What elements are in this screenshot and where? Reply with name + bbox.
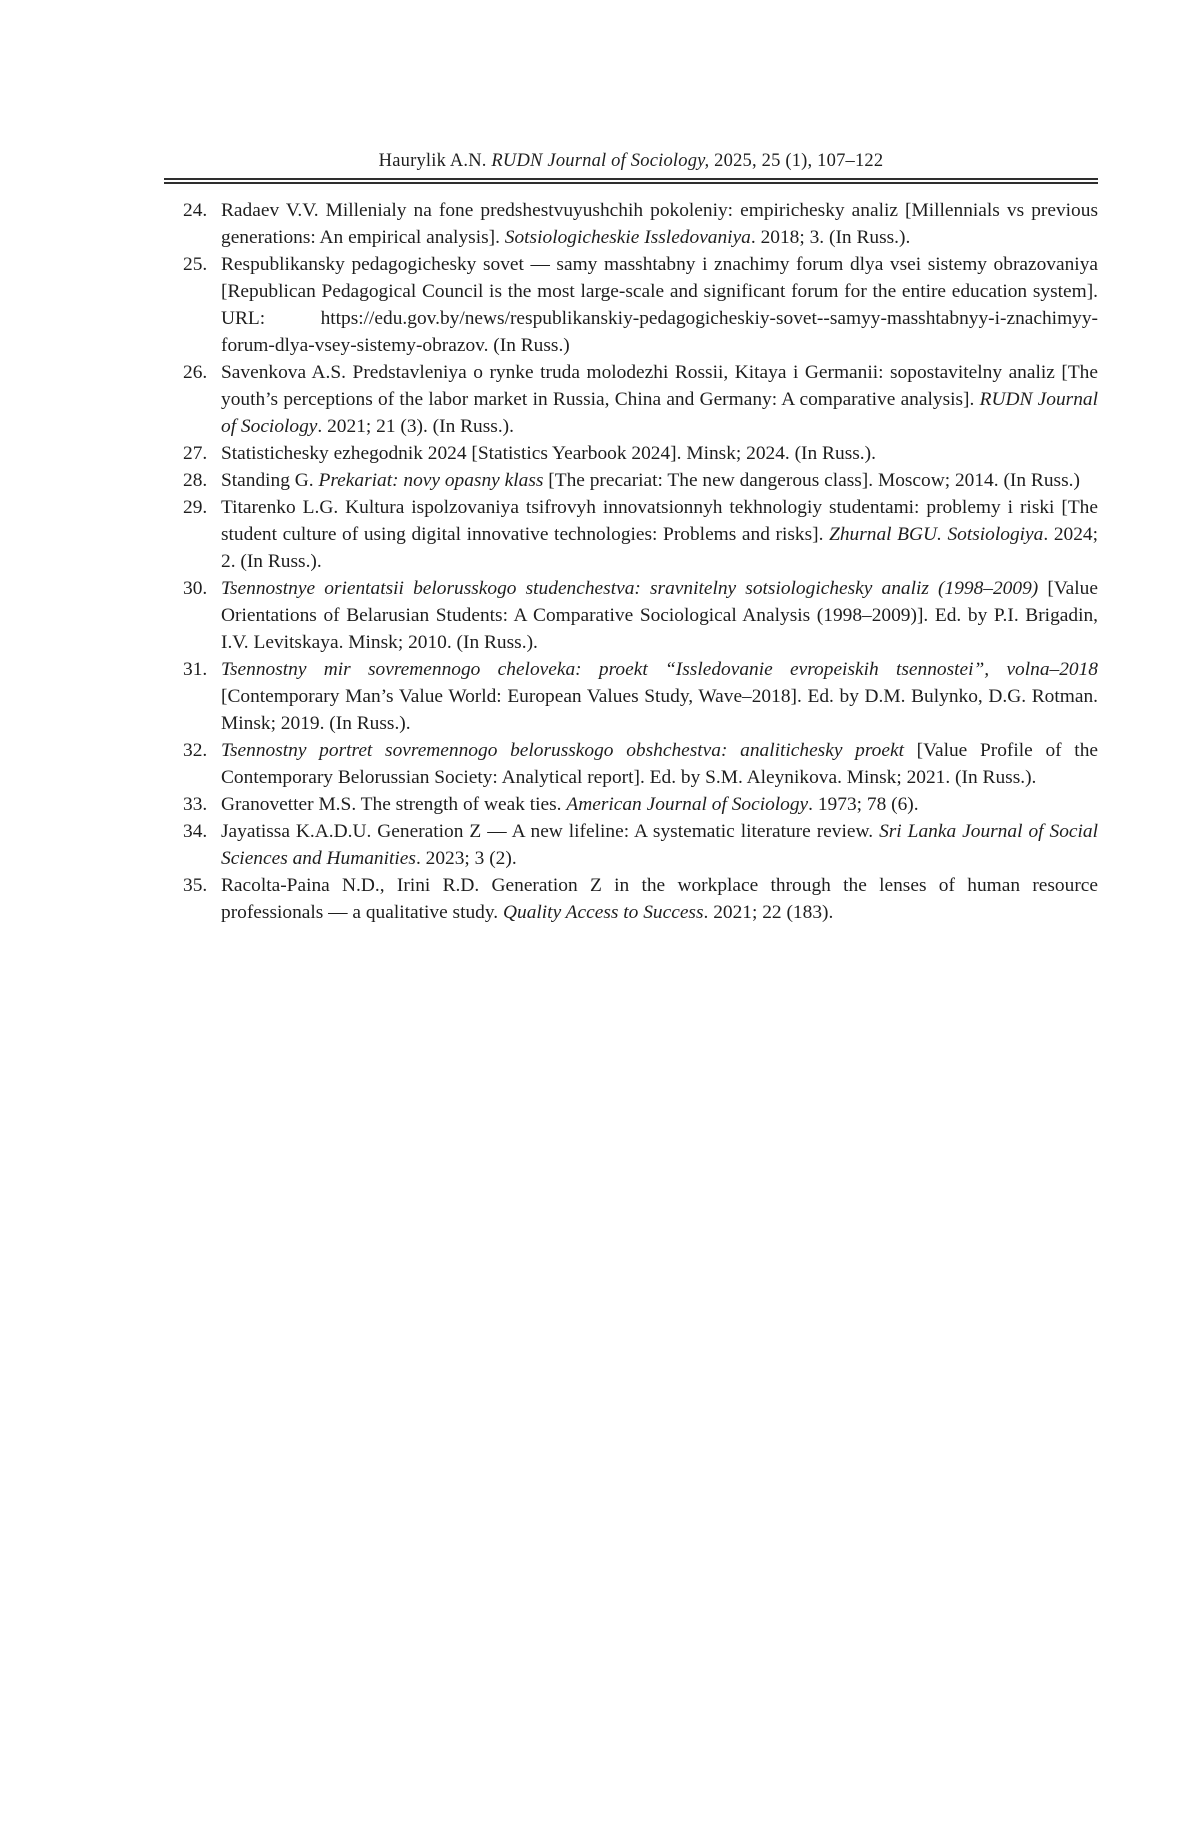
running-head — [164, 150, 1098, 172]
reference-title-italic: Tsennostny mir sovremennogo cheloveka: proekt “Issledovanie evropeiskih tsennostei”, volna–2018 — [221, 659, 1098, 680]
running-head-journal: RUDN Journal of Sociology, — [491, 151, 710, 171]
reference-item — [164, 818, 1098, 872]
reference-title-italic: Sotsiologicheskie Issledovaniya — [504, 227, 751, 248]
reference-number: 27. — [183, 443, 208, 464]
reference-title-italic: Prekariat: novy opasny klass — [318, 470, 544, 491]
reference-text: . 2023; 3 (2). — [415, 848, 517, 869]
reference-title-italic: Tsennostny portret sovremennogo belorusskogo obshchestva: analitichesky proekt — [221, 740, 904, 761]
reference-item — [164, 251, 1098, 359]
reference-number: 24. — [183, 200, 208, 221]
reference-text: Statistichesky ezhegodnik 2024 [Statistics Yearbook 2024]. Minsk; 2024. (In Russ.). — [221, 443, 876, 464]
reference-title-italic: Zhurnal BGU. Sotsiologiya — [829, 524, 1044, 545]
reference-title-italic: Sri Lanka Journal of Social Sciences and Humanities — [221, 821, 1098, 869]
reference-item — [164, 197, 1098, 251]
reference-number: 34. — [183, 821, 208, 842]
reference-text: Standing G. — [221, 470, 319, 491]
reference-text: [Value Profile of the Contemporary Belorussian Society: Analytical report]. Ed. by S.M. Aleynikova. Minsk; 2021. (In Russ.). — [221, 740, 1098, 788]
header-double-rule — [164, 178, 1098, 184]
reference-number: 32. — [183, 740, 208, 761]
reference-text: Granovetter M.S. The strength of weak ties. — [221, 794, 567, 815]
reference-number: 29. — [183, 497, 208, 518]
reference-text: [The precariat: The new dangerous class]. Moscow; 2014. (In Russ.) — [543, 470, 1080, 491]
reference-text: Respublikansky pedagogichesky sovet — samy masshtabny i znachimy forum dlya vsei sistemy obrazovaniya [Republican Pedagogical Council is the most large-scale and significant forum for the entire education system]. URL: https://edu.gov.by/news/respublikanskiy-pedagogicheskiy-sovet--samyy-masshtabnyy-i-znachimyy-forum-dlya-vsey-sistemy-obrazov. (In Russ.) — [221, 254, 1098, 356]
reference-number: 26. — [183, 362, 208, 383]
reference-item — [164, 467, 1098, 494]
reference-text: . 2021; 22 (183). — [703, 902, 834, 923]
reference-list — [164, 197, 1098, 926]
running-head-issue: 2025, 25 (1), 107–122 — [709, 151, 884, 171]
reference-number: 28. — [183, 470, 208, 491]
reference-number: 33. — [183, 794, 208, 815]
reference-text: Jayatissa K.A.D.U. Generation Z — A new lifeline: A systematic literature review. — [221, 821, 880, 842]
reference-text: [Contemporary Man’s Value World: European Values Study, Wave–2018]. Ed. by D.M. Bulynko, D.G. Rotman. Minsk; 2019. (In Russ.). — [221, 686, 1098, 734]
reference-title-italic: American Journal of Sociology — [566, 794, 809, 815]
reference-number: 30. — [183, 578, 208, 599]
reference-number: 25. — [183, 254, 208, 275]
reference-text: . 1973; 78 (6). — [808, 794, 919, 815]
reference-number: 31. — [183, 659, 208, 680]
reference-item — [164, 359, 1098, 440]
reference-text: . 2021; 21 (3). (In Russ.). — [317, 416, 514, 437]
reference-item — [164, 656, 1098, 737]
running-head-author: Haurylik A.N. — [378, 151, 492, 171]
reference-number: 35. — [183, 875, 208, 896]
reference-text: . 2024; 2. (In Russ.). — [221, 524, 1098, 572]
reference-title-italic: RUDN Journal of Sociology — [221, 389, 1098, 437]
reference-title-italic: Tsennostnye orientatsii belorusskogo studenchestva: sravnitelny sotsiologichesky analiz (1998–2009) — [221, 578, 1039, 599]
reference-text: Titarenko L.G. Kultura ispolzovaniya tsifrovyh innovatsionnyh tekhnologiy studentami: problemy i riski [The student culture of using digital innovative technologies: Problems and risks]. — [221, 497, 1098, 545]
reference-text: [Value Orientations of Belarusian Students: A Comparative Sociological Analysis (1998–2009)]. Ed. by P.I. Brigadin, I.V. Levitskaya. Minsk; 2010. (In Russ.). — [221, 578, 1098, 653]
page-content — [164, 150, 1098, 926]
reference-item — [164, 791, 1098, 818]
reference-title-italic: Quality Access to Success — [503, 902, 704, 923]
reference-item — [164, 440, 1098, 467]
reference-text: Racolta-Paina N.D., Irini R.D. Generation Z in the workplace through the lenses of human resource professionals — a qualitative study. — [221, 875, 1098, 923]
reference-text: Savenkova A.S. Predstavleniya o rynke truda molodezhi Rossii, Kitaya i Germanii: sopostavitelny analiz [The youth’s perceptions of the labor market in Russia, China and Germany: A comparative analysis]. — [221, 362, 1098, 410]
reference-item — [164, 737, 1098, 791]
reference-item — [164, 575, 1098, 656]
reference-item — [164, 872, 1098, 926]
reference-text: Radaev V.V. Millenialy na fone predshestvuyushchih pokoleniy: empirichesky analiz [Millennials vs previous generations: An empirical analysis]. — [221, 200, 1098, 248]
reference-text: . 2018; 3. (In Russ.). — [750, 227, 911, 248]
reference-item — [164, 494, 1098, 575]
